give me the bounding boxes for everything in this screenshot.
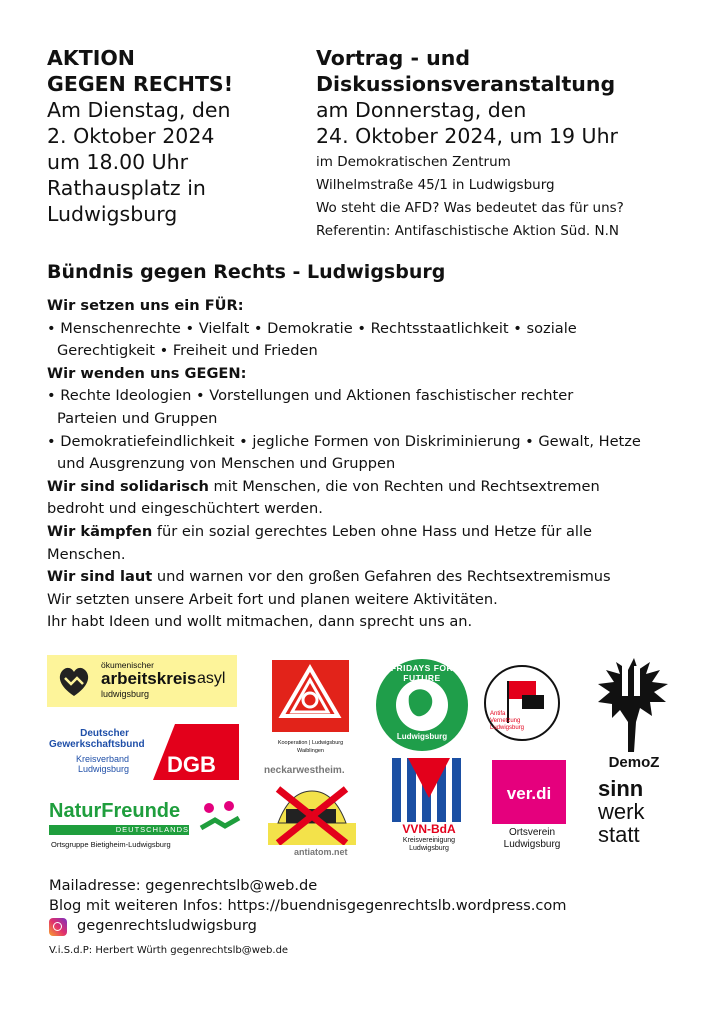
neckar-text: neckarwestheim. — [264, 765, 345, 776]
vvn-mark: VVN-BdA — [402, 822, 456, 836]
power-plant-icon — [268, 779, 356, 845]
for-line-2: Gerechtigkeit • Freiheit und Frieden — [57, 342, 318, 360]
vsdp-line: V.i.S.d.P: Herbert Würth gegenrechtslb@web.de — [49, 945, 289, 956]
demoz-fist-icon — [594, 656, 674, 754]
werk-text: werk — [598, 799, 645, 824]
fight-bold: Wir kämpfen — [47, 522, 153, 540]
heart-hands-icon — [55, 662, 93, 700]
antifa-logo — [482, 663, 562, 743]
left-event-date: 2. Oktober 2024 — [47, 124, 215, 148]
vvn-line-2: Ludwigsburg — [409, 845, 449, 852]
naturfreunde-logo — [49, 800, 244, 852]
right-event-speaker: Referentin: Antifaschistische Aktion Süd. N.N — [316, 223, 619, 239]
against-b-line-1: • Demokratiefeindlichkeit • jegliche Formen von Diskriminierung • Gewalt, Hetze — [47, 432, 641, 450]
instagram-icon — [49, 918, 67, 936]
dgb-line-4: Ludwigsburg — [77, 764, 129, 774]
fridays-for-future-logo — [373, 656, 471, 754]
dgb-line-2: Gewerkschaftsbund — [49, 739, 145, 750]
arbeitskreis-city: ludwigsburg — [101, 689, 150, 699]
antiatom-text: antiatom.net — [294, 847, 348, 857]
against-a-line-1: • Rechte Ideologien • Vorstellungen und Aktionen faschistischer rechter — [47, 387, 574, 405]
solidarity-text: mit Menschen, die von Rechten und Rechtsextremen — [208, 477, 600, 495]
antiatom-logo — [264, 765, 360, 860]
sinnwerkstatt-logo — [598, 778, 678, 852]
verdi-line-2: Ludwigsburg — [503, 839, 561, 850]
solidarity-line-1 — [47, 476, 697, 499]
blog-line: Blog mit weiteren Infos: https://buendnisgegenrechtslb.wordpress.com — [49, 897, 567, 914]
fff-city: Ludwigsburg — [396, 732, 448, 741]
naturfreunde-main: NaturFreunde — [49, 800, 181, 822]
alliance-heading: Bündnis gegen Rechts - Ludwigsburg — [47, 261, 446, 283]
loud-bold: Wir sind laut — [47, 568, 153, 586]
arbeitskreis-asyl-logo — [47, 655, 237, 707]
solidarity-bold: Wir sind solidarisch — [47, 477, 209, 495]
ig-metall-icon — [272, 660, 349, 732]
dgb-line-3: Kreisverband — [75, 754, 129, 764]
continue-line: Wir setzten unsere Arbeit fort und planen weitere Aktivitäten. — [47, 590, 498, 608]
alliance-body — [47, 295, 697, 634]
ig-metall-mark — [272, 660, 349, 732]
right-event-title-1: Vortrag - und — [316, 46, 471, 70]
ig-metall-caption-2: Waiblingen — [296, 748, 324, 754]
antifa-line-2: Vernetzung — [490, 718, 521, 724]
left-event-title-1: AKTION — [47, 46, 135, 70]
naturfreunde-sub: DEUTSCHLANDS — [115, 825, 189, 834]
ig-metall-logo — [268, 660, 353, 760]
right-event-date: 24. Oktober 2024, um 19 Uhr — [316, 124, 618, 148]
naturfreunde-local: Ortsgruppe Bietigheim-Ludwigsburg — [51, 840, 171, 849]
demoz-logo — [594, 656, 674, 774]
against-heading: Wir wenden uns GEGEN: — [47, 364, 247, 382]
fight-line-1 — [47, 521, 697, 544]
right-event-title-2: Diskussionsveranstaltung — [316, 72, 616, 96]
antifa-flags-icon — [482, 663, 562, 743]
left-event-place-1: Rathausplatz in — [47, 176, 206, 200]
demoz-text: DemoZ — [608, 754, 660, 771]
statt-text: statt — [598, 822, 640, 847]
verdi-logo — [492, 760, 572, 854]
right-event-question: Wo steht die AFD? Was bedeutet das für uns? — [316, 200, 624, 216]
verdi-mark: ver.di — [506, 784, 552, 803]
instagram-handle: gegenrechtsludwigsburg — [77, 917, 257, 934]
red-triangle-icon — [392, 758, 466, 822]
antifa-line-1: Antifa — [490, 711, 506, 717]
loud-line — [47, 566, 697, 589]
fight-text: für ein sozial gerechtes Leben ohne Hass und Hetze für alle — [152, 522, 593, 540]
against-b-line-2: und Ausgrenzung von Menschen und Gruppen — [57, 455, 396, 473]
left-event-title-2: GEGEN RECHTS! — [47, 72, 234, 96]
invite-line: Ihr habt Ideen und wollt mitmachen, dann sprecht uns an. — [47, 613, 473, 631]
left-event — [47, 45, 297, 227]
left-event-time: um 18.00 Uhr — [47, 150, 189, 174]
left-event-place-2: Ludwigsburg — [47, 202, 178, 226]
for-heading: Wir setzen uns ein FÜR: — [47, 297, 244, 314]
verdi-line-1: Ortsverein — [508, 827, 556, 838]
solidarity-line-2: bedroht und eingeschüchtert werden. — [47, 500, 323, 518]
vvn-line-1: Kreisvereinigung — [402, 837, 456, 844]
sinn-text: sinn — [598, 778, 644, 801]
arbeitskreis-main: arbeitskreis — [101, 669, 197, 688]
dgb-mark: DGB — [167, 752, 216, 777]
left-event-date-label: Am Dienstag, den — [47, 98, 231, 122]
against-a-line-2: Parteien und Gruppen — [57, 409, 218, 427]
loud-text: und warnen vor den großen Gefahren des Rechtsextremismus — [152, 568, 611, 586]
dgb-line-1: Deutscher — [80, 728, 129, 739]
handshake-flowers-icon — [199, 800, 241, 838]
vvn-bda-logo — [388, 758, 470, 856]
fff-text: FRIDAYS FOR FUTURE — [390, 663, 454, 683]
right-event — [316, 45, 706, 243]
mail-line: Mailadresse: gegenrechtslb@web.de — [49, 877, 318, 894]
arbeitskreis-asyl: asyl — [197, 670, 226, 687]
arbeitskreis-top: ökumenischer — [101, 660, 154, 670]
fight-line-2: Menschen. — [47, 545, 126, 563]
antifa-line-3: Ludwigsburg — [490, 725, 525, 731]
dgb-logo — [49, 722, 239, 782]
right-event-address: Wilhelmstraße 45/1 in Ludwigsburg — [316, 177, 555, 193]
ig-metall-caption-1: Kooperation | Ludwigsburg — [277, 740, 344, 746]
right-event-venue: im Demokratischen Zentrum — [316, 154, 511, 170]
for-line-1: • Menschenrechte • Vielfalt • Demokratie • Rechtsstaatlichkeit • soziale — [47, 319, 577, 337]
right-event-date-label: am Donnerstag, den — [316, 98, 527, 122]
